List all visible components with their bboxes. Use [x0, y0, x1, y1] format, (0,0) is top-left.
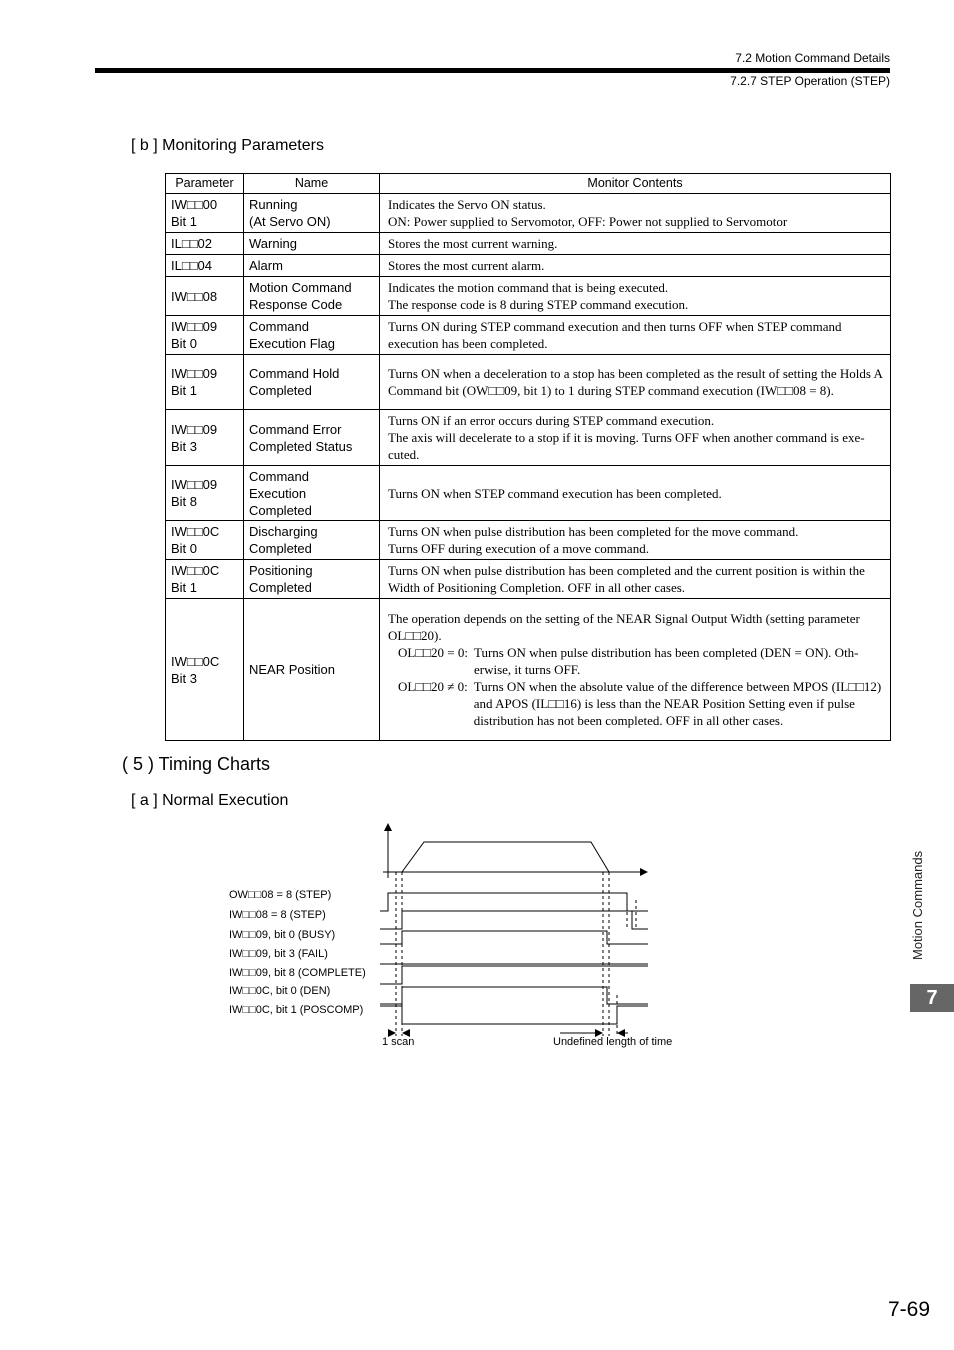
param-cell-line: IW□□0C [171, 563, 220, 578]
signal-label-den: IW□□0C, bit 0 (DEN) [229, 985, 331, 997]
content-cell [380, 521, 891, 560]
content-cell [380, 466, 891, 521]
param-bit: Bit 3 [171, 670, 198, 686]
normal-execution-title: [ a ] Normal Execution [131, 792, 289, 809]
waveform-den [380, 987, 648, 1004]
name-cell [244, 255, 380, 277]
content-cell [380, 194, 891, 233]
name-cell-line: (At Servo ON) [249, 214, 331, 229]
content-cell [380, 277, 891, 316]
near-case-key: OL□□20 = 0: [398, 645, 468, 660]
content-cell [380, 410, 891, 466]
param-cell-line: Bit 8 [171, 494, 198, 509]
param-code: IW□□0C [171, 653, 220, 669]
param-cell [166, 560, 244, 599]
signal-label-step-cmd: OW□□08 = 8 (STEP) [229, 889, 332, 901]
signal-label-busy: IW□□09, bit 0 (BUSY) [229, 929, 336, 941]
name-cell-line: Command Error [249, 421, 342, 437]
name-cell [244, 194, 380, 233]
content-cell-line: Turns ON if an error occurs during STEP command execution. [388, 413, 715, 428]
content-cell-line: The response code is 8 during STEP command execution. [388, 297, 689, 312]
param-cell-line: IW□□08 [171, 288, 218, 304]
name-cell [244, 560, 380, 599]
content-cell-line: Stores the most current warning. [388, 236, 558, 251]
content-cell-line: Turns OFF during execution of a move command. [388, 541, 649, 556]
table-row [166, 277, 891, 316]
param-cell-line: IL□□02 [171, 236, 213, 251]
name-cell-line: Positioning [249, 563, 313, 578]
near-case-text: Turns ON when the absolute value of the difference between MPOS (IL□□12) and APOS (IL□□16) is less than the NEAR Position Setting even if pulse distribution has not been completed. OFF in all other cases. [473, 679, 882, 728]
name-cell-line: Completed [249, 383, 312, 398]
name-cell [244, 410, 380, 466]
param-cell-line: IW□□0C [171, 524, 220, 539]
name-cell-line: Warning [249, 236, 297, 251]
waveform-poscomp [380, 1006, 648, 1024]
content-cell-line: Indicates the Servo ON status. [388, 197, 546, 212]
name-cell [244, 277, 380, 316]
name-cell-line: Command Hold [249, 366, 340, 381]
content-cell-line: Turns ON when pulse distribution has been completed for the move command. [388, 524, 799, 539]
name-cell-line: Command [249, 468, 309, 484]
timing-charts-title: ( 5 ) Timing Charts [122, 754, 271, 774]
chapter-tab: 7 [910, 984, 954, 1012]
param-cell-line: IW□□09 [171, 421, 218, 437]
column-header: Name [244, 174, 380, 194]
table-row [166, 521, 891, 560]
name-cell-line: Command [249, 319, 309, 334]
content-cell [380, 560, 891, 599]
param-cell [166, 466, 244, 521]
name-cell-line: Completed [249, 502, 312, 518]
name-cell-line: Execution [249, 485, 307, 501]
table-row [166, 466, 891, 521]
name-cell [244, 466, 380, 521]
param-cell [166, 316, 244, 355]
signal-label-step-resp: IW□□08 = 8 (STEP) [229, 909, 326, 921]
table-row [166, 355, 891, 410]
name-cell [244, 233, 380, 255]
header-rule [95, 68, 890, 73]
param-cell-line: IL□□04 [171, 258, 213, 273]
param-cell-line: Bit 0 [171, 336, 198, 351]
signal-label-fail: IW□□09, bit 3 (FAIL) [229, 948, 328, 960]
param-cell [166, 410, 244, 466]
param-cell [166, 277, 244, 316]
monitoring-parameters-table [165, 173, 891, 741]
waveform-complete [380, 966, 648, 984]
waveform-busy [380, 931, 648, 944]
content-cell [380, 599, 891, 741]
name-cell [244, 316, 380, 355]
param-cell-line: Bit 1 [171, 580, 198, 595]
param-cell [166, 233, 244, 255]
name-cell [244, 355, 380, 410]
table-row [166, 316, 891, 355]
param-cell-line: Bit 1 [171, 383, 198, 398]
near-case-key: OL□□20 ≠ 0: [398, 679, 468, 694]
undefined-time-label: Undefined length of time [553, 1036, 673, 1048]
column-header: Parameter [166, 174, 244, 194]
param-cell [166, 355, 244, 410]
param-cell [166, 599, 244, 741]
table-row [166, 599, 891, 741]
table-row [166, 410, 891, 466]
near-case-text: Turns ON when pulse distribution has been completed (DEN = ON). Oth-erwise, it turns OFF. [473, 645, 859, 677]
table-row [166, 255, 891, 277]
header-subsection: 7.2.7 STEP Operation (STEP) [730, 74, 890, 88]
monitoring-section-title: [ b ] Monitoring Parameters [131, 137, 324, 154]
signal-label-poscomp: IW□□0C, bit 1 (POSCOMP) [229, 1004, 364, 1016]
name-cell-line: Discharging [249, 524, 318, 539]
table-row [166, 194, 891, 233]
table-header-row [166, 174, 891, 194]
param-cell-line: IW□□09 [171, 477, 218, 492]
name-cell-line: Execution Flag [249, 336, 335, 351]
param-cell [166, 255, 244, 277]
content-cell-line: ON: Power supplied to Servomotor, OFF: Power not supplied to Servomotor [388, 214, 788, 229]
content-cell-line: Stores the most current alarm. [388, 258, 545, 273]
near-intro: The operation depends on the setting of the NEAR Signal Output Width (setting parameter OL□□20). [388, 611, 860, 643]
speed-profile [402, 842, 609, 872]
page-number: 7-69 [887, 1298, 930, 1321]
content-cell-line: Turns ON when STEP command execution has been completed. [388, 485, 722, 501]
name-cell-line: Motion Command [249, 280, 352, 295]
param-cell-line: Bit 0 [171, 541, 198, 556]
content-cell [380, 255, 891, 277]
side-tab-label: Motion Commands [910, 850, 925, 960]
content-cell-line: Turns ON when pulse distribution has been completed and the current position is within the Width of Positioning Completion. OFF in all other cases. [388, 563, 865, 595]
param-cell-line: IW□□09 [171, 366, 218, 381]
param-cell-line: Bit 3 [171, 438, 198, 454]
name-cell-line: Response Code [249, 297, 343, 312]
name-cell-line: Running [249, 197, 298, 212]
param-cell-line: IW□□00 [171, 197, 218, 212]
scan-label: 1 scan [382, 1036, 415, 1048]
param-cell-line: Bit 1 [171, 214, 198, 229]
content-cell [380, 316, 891, 355]
param-cell-line: IW□□09 [171, 319, 218, 334]
name-cell [244, 521, 380, 560]
signal-label-complete: IW□□09, bit 8 (COMPLETE) [229, 967, 366, 979]
header-section: 7.2 Motion Command Details [735, 51, 890, 65]
name-cell-line: Completed Status [249, 438, 353, 454]
name-cell-line: Alarm [249, 258, 283, 273]
content-cell [380, 355, 891, 410]
waveform-step-cmd [380, 893, 648, 911]
content-cell-line: Turns ON when a deceleration to a stop has been completed as the result of setting the Holds A Command bit (OW□□09, bit 1) to 1 during STEP command execution (IW□□08 = 8). [388, 366, 883, 398]
name-cell-line: Completed [249, 580, 312, 595]
table-row [166, 560, 891, 599]
param-cell [166, 521, 244, 560]
name-cell-line: Completed [249, 541, 312, 556]
column-header: Monitor Contents [380, 174, 891, 194]
content-cell-line: Turns ON during STEP command execution and then turns OFF when STEP command execution has been completed. [388, 319, 842, 351]
waveform-step-resp [380, 911, 648, 929]
param-cell [166, 194, 244, 233]
near-case [388, 644, 886, 678]
content-cell-line: Indicates the motion command that is being executed. [388, 280, 669, 295]
name-cell: NEAR Position [244, 599, 380, 741]
near-case [388, 678, 886, 729]
table-row [166, 233, 891, 255]
content-cell-line: The axis will decelerate to a stop if it is moving. Turns OFF when another command is exe-cuted. [388, 430, 865, 462]
content-cell [380, 233, 891, 255]
